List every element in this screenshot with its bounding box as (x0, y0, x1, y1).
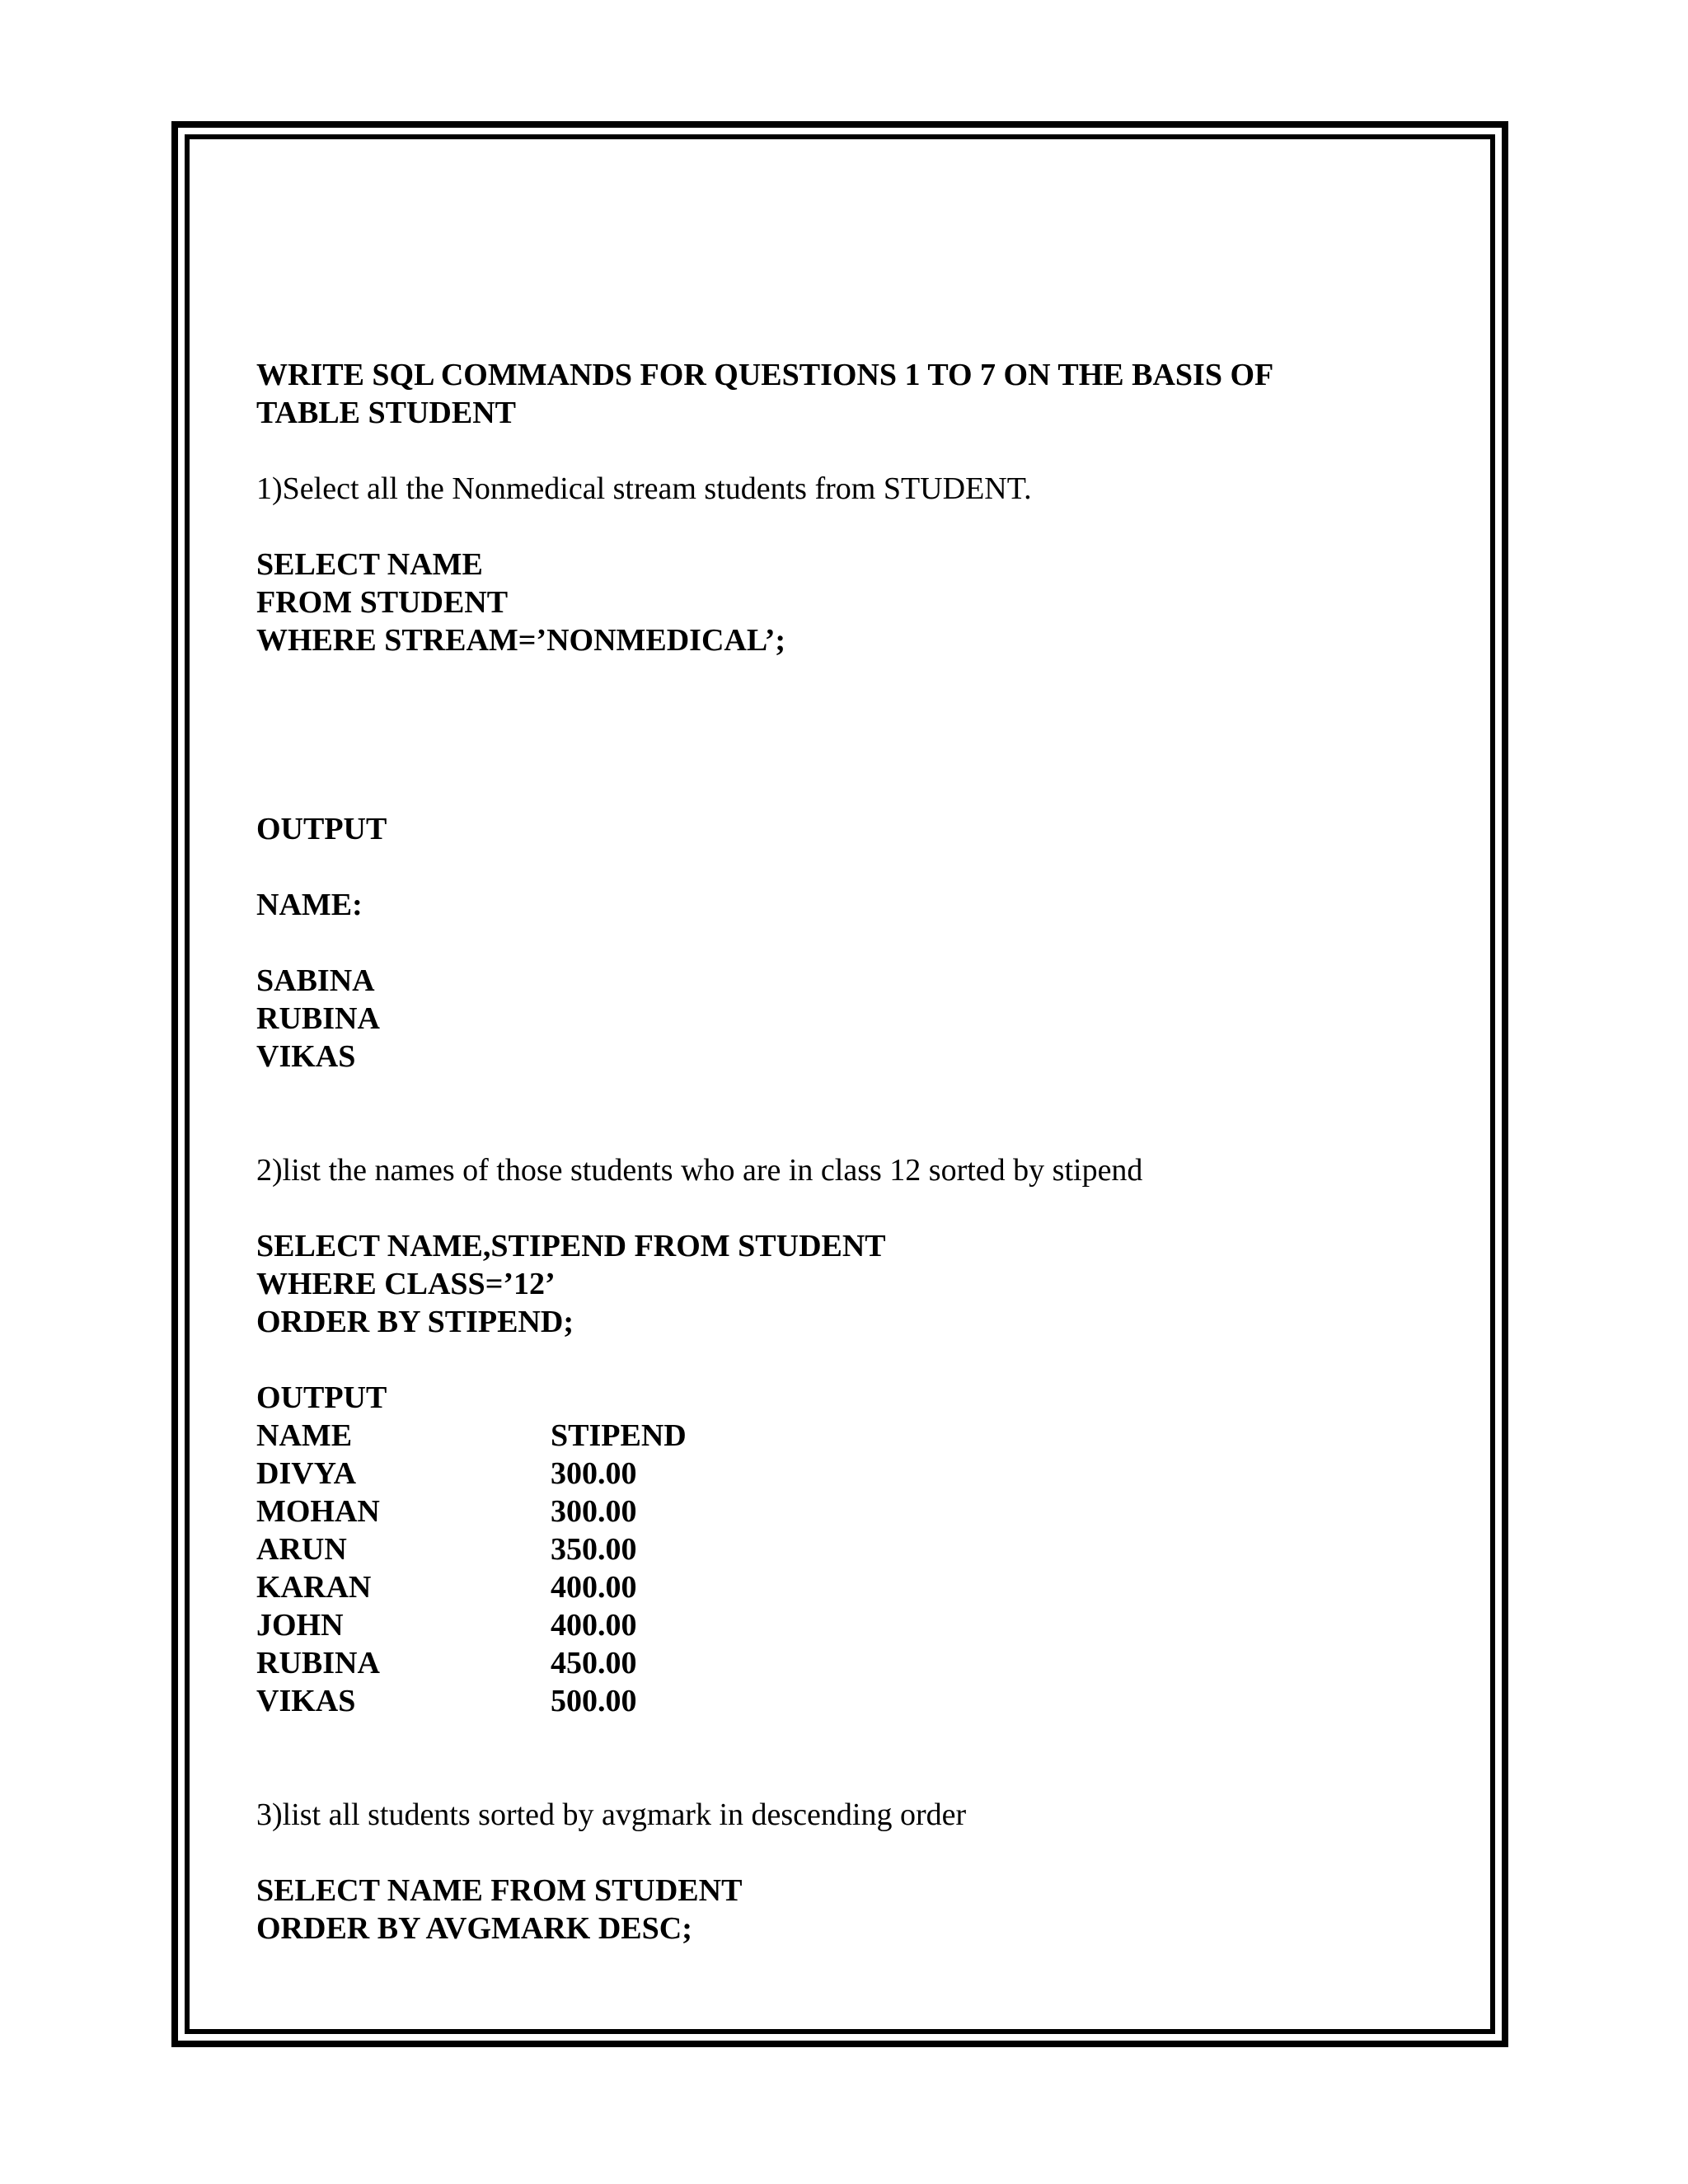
q1-sql-line-3: WHERE STREAM=’NONMEDICAL’; (256, 623, 786, 658)
q2-row-name: DIVYA (256, 1456, 357, 1491)
q1-sql-line-1: SELECT NAME (256, 547, 483, 582)
q2-header-name: NAME (256, 1418, 353, 1453)
q1-question: 1)Select all the Nonmedical stream students from STUDENT. (256, 471, 1032, 506)
q1-result-row: VIKAS (256, 1039, 356, 1074)
q2-row-name: MOHAN (256, 1494, 380, 1529)
q1-result-row: SABINA (256, 963, 375, 998)
q1-column-label: NAME: (256, 888, 363, 922)
q2-question: 2)list the names of those students who are in class 12 sorted by stipend (256, 1153, 1143, 1188)
q1-output-label: OUTPUT (256, 812, 387, 846)
q2-row-stipend: 300.00 (551, 1494, 637, 1529)
q2-output-label: OUTPUT (256, 1380, 387, 1415)
q2-row-name: RUBINA (256, 1646, 380, 1680)
q2-row-stipend: 500.00 (551, 1684, 637, 1718)
q2-row-name: KARAN (256, 1570, 372, 1605)
heading-line-1: WRITE SQL COMMANDS FOR QUESTIONS 1 TO 7 ON THE BASIS OF (256, 358, 1274, 392)
q2-header-stipend: STIPEND (551, 1418, 687, 1453)
q2-row-stipend: 400.00 (551, 1570, 637, 1605)
q3-sql-line-1: SELECT NAME FROM STUDENT (256, 1873, 743, 1908)
q2-row-stipend: 300.00 (551, 1456, 637, 1491)
q2-sql-line-3: ORDER BY STIPEND; (256, 1305, 574, 1339)
q2-row-name: JOHN (256, 1608, 344, 1643)
q2-sql-line-1: SELECT NAME,STIPEND FROM STUDENT (256, 1229, 886, 1263)
q2-row-stipend: 350.00 (551, 1532, 637, 1567)
q2-row-name: ARUN (256, 1532, 347, 1567)
q2-row-stipend: 450.00 (551, 1646, 637, 1680)
q3-sql-line-2: ORDER BY AVGMARK DESC; (256, 1911, 692, 1946)
heading-line-2: TABLE STUDENT (256, 396, 517, 430)
q2-row-name: VIKAS (256, 1684, 356, 1718)
q2-sql-line-2: WHERE CLASS=’12’ (256, 1267, 556, 1301)
q3-question: 3)list all students sorted by avgmark in descending order (256, 1797, 967, 1832)
q1-sql-line-2: FROM STUDENT (256, 585, 509, 620)
q2-row-stipend: 400.00 (551, 1608, 637, 1643)
q1-result-row: RUBINA (256, 1001, 380, 1036)
